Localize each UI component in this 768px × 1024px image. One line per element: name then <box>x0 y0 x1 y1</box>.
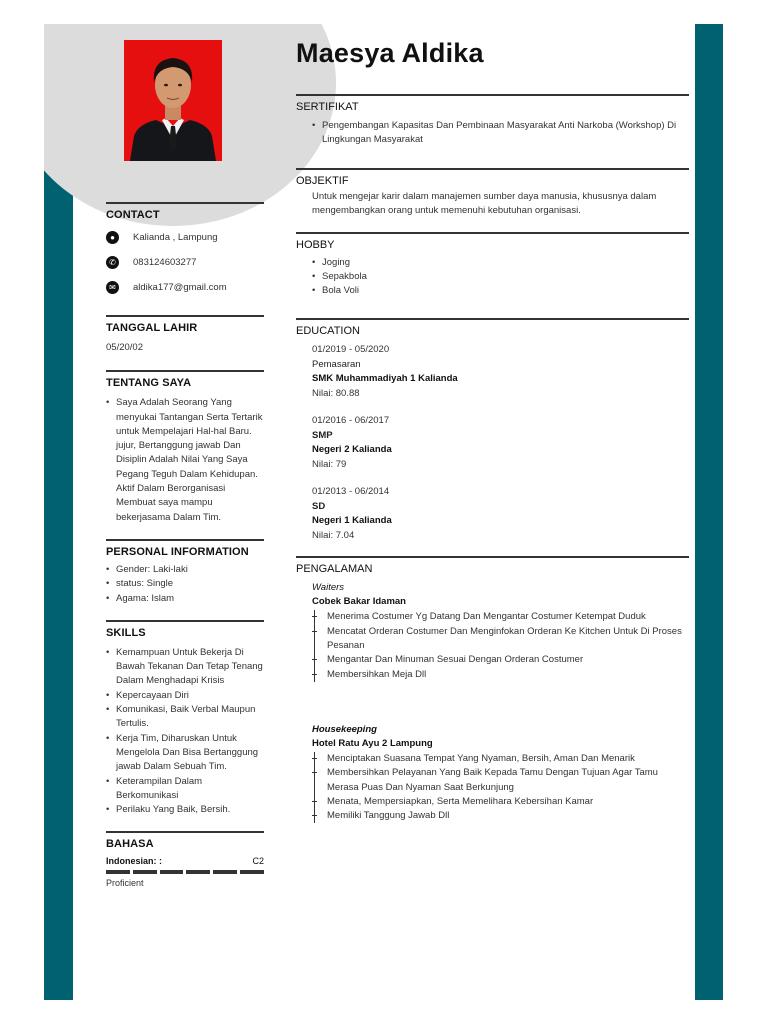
phone-text: 083124603277 <box>133 257 197 268</box>
level-bar <box>133 870 157 874</box>
experience-company: Cobek Bakar Idaman <box>312 596 406 608</box>
skill-item: • Kepercayaan Diri <box>106 689 264 703</box>
skill-item: • Perilaku Yang Baik, Bersih. <box>106 803 264 817</box>
experience-task: Menciptakan Suasana Tempat Yang Nyaman, Bersih, Aman Dan Menarik <box>315 752 689 766</box>
experience-task: Memiliki Tanggung Jawab Dll <box>315 809 689 823</box>
experience-company: Hotel Ratu Ayu 2 Lampung <box>312 737 433 749</box>
birth-section <box>106 315 264 355</box>
education-title: EDUCATION <box>296 325 360 338</box>
level-bar <box>186 870 210 874</box>
phone-icon: ✆ <box>106 256 119 269</box>
hobby-title: HOBBY <box>296 238 335 251</box>
experience-role: Waiters <box>312 582 345 594</box>
experience-item <box>312 723 689 823</box>
hobby-item: • Bola Voli <box>312 284 689 298</box>
main-column <box>296 38 689 823</box>
contact-title: CONTACT <box>106 209 160 221</box>
language-level-bars <box>106 870 264 874</box>
level-bar <box>213 870 237 874</box>
education-item <box>312 485 689 543</box>
location-pin-icon: ● <box>106 231 119 244</box>
language-level: Proficient <box>106 878 144 889</box>
sidebar <box>106 202 264 888</box>
level-bar <box>240 870 264 874</box>
skill-item: • Kerja Tim, Diharuskan Untuk Mengelola Dan Bisa Bertanggung jawab Dalam Sebuah Tim. <box>106 732 264 775</box>
personal-item: • Agama: Islam <box>106 592 264 606</box>
education-grade: Nilai: 7.04 <box>312 529 355 541</box>
experience-title: PENGALAMAN <box>296 563 373 576</box>
hobby-item: • Sepakbola <box>312 270 689 284</box>
education-field: SD <box>312 500 326 512</box>
language-code: C2 <box>252 856 264 867</box>
experience-task: Membersihkan Pelayanan Yang Baik Kepada Tamu Dengan Tujuan Agar Tamu Merasa Puas Dan Nyaman Saat Berkunjung <box>315 766 689 795</box>
hobby-section <box>296 232 689 299</box>
certificate-title: SERTIFIKAT <box>296 101 359 113</box>
birth-value: 05/20/02 <box>106 342 143 353</box>
birth-title: TANGGAL LAHIR <box>106 322 198 334</box>
personal-item: • status: Single <box>106 577 264 591</box>
certificate-item: • Pengembangan Kapasitas Dan Pembinaan Masyarakat Anti Narkoba (Workshop) Di Lingkungan Masyarakat <box>312 119 689 148</box>
education-section <box>296 318 689 543</box>
personal-section <box>106 539 264 606</box>
candidate-name: Maesya Aldika <box>296 38 484 68</box>
experience-task: Menerima Costumer Yg Datang Dan Mengantar Costumer Ketempat Duduk <box>315 610 689 624</box>
skills-title: SKILLS <box>106 626 146 639</box>
education-item <box>312 343 689 401</box>
education-date: 01/2019 - 05/2020 <box>312 344 390 356</box>
education-school: Negeri 2 Kalianda <box>312 444 392 456</box>
language-row <box>106 856 264 866</box>
email-icon: ✉ <box>106 281 119 294</box>
education-field: Pemasaran <box>312 358 361 370</box>
objective-section <box>296 168 689 219</box>
resume-page <box>44 24 723 1000</box>
email-text: aldika177@gmail.com <box>133 282 227 293</box>
level-bar <box>106 870 130 874</box>
experience-role: Housekeeping <box>312 723 377 735</box>
education-field: SMP <box>312 429 333 441</box>
location-text: Kalianda , Lampung <box>133 232 218 243</box>
education-grade: Nilai: 79 <box>312 458 347 470</box>
language-title: BAHASA <box>106 838 154 851</box>
contact-email <box>106 275 264 300</box>
skill-item: • Keterampilan Dalam Berkomunikasi <box>106 775 264 804</box>
experience-item <box>312 581 689 681</box>
objective-text: Untuk mengejar karir dalam manajemen sumber daya manusia, khususnya dalam mengembangkan orang untuk memenuhi kebutuhan organisasi. <box>312 190 657 217</box>
about-section <box>106 370 264 525</box>
experience-task: Menata, Mempersiapkan, Serta Memelihara Kebersihan Kamar <box>315 795 689 809</box>
skills-section <box>106 620 264 818</box>
experience-task: Mengantar Dan Minuman Sesuai Dengan Orderan Costumer <box>315 653 689 667</box>
contact-phone <box>106 250 264 275</box>
certificate-section <box>296 94 689 148</box>
personal-item: • Gender: Laki-laki <box>106 563 264 577</box>
skill-item: • Komunikasi, Baik Verbal Maupun Tertulis. <box>106 703 264 732</box>
experience-section <box>296 556 689 823</box>
hobby-item: • Joging <box>312 256 689 270</box>
language-section <box>106 831 264 888</box>
education-date: 01/2016 - 06/2017 <box>312 415 390 427</box>
personal-title: PERSONAL INFORMATION <box>106 545 249 558</box>
education-item <box>312 414 689 472</box>
contact-location <box>106 225 264 250</box>
experience-task: Mencatat Orderan Costumer Dan Menginfokan Orderan Ke Kitchen Untuk Di Proses Pesanan <box>315 625 689 654</box>
level-bar <box>160 870 184 874</box>
education-school: SMK Muhammadiyah 1 Kalianda <box>312 373 458 385</box>
contact-section <box>106 202 264 300</box>
profile-photo <box>124 40 222 161</box>
education-date: 01/2013 - 06/2014 <box>312 486 390 498</box>
skill-item: • Kemampuan Untuk Bekerja Di Bawah Tekanan Dan Tetap Tenang Dalam Menghadapi Krisis <box>106 646 264 689</box>
objective-title: OBJEKTIF <box>296 174 349 187</box>
right-color-band <box>695 24 723 1000</box>
education-grade: Nilai: 80.88 <box>312 387 360 399</box>
about-text: • Saya Adalah Seorang Yang menyukai Tantangan Serta Tertarik untuk Mempelajari Hal-hal Baru. jujur, Bertanggung jawab Dan Disiplin Adalah Nilai Yang Saya Pegang Teguh Dalam Kehidupan. Aktif Dalam Berorganisasi Membuat saya mampu bekerjasama Dalam Tim. <box>106 396 264 525</box>
experience-task: Membersihkan Meja Dll <box>315 668 689 682</box>
education-school: Negeri 1 Kalianda <box>312 515 392 527</box>
about-title: TENTANG SAYA <box>106 377 192 390</box>
language-name: Indonesian: : <box>106 856 162 867</box>
